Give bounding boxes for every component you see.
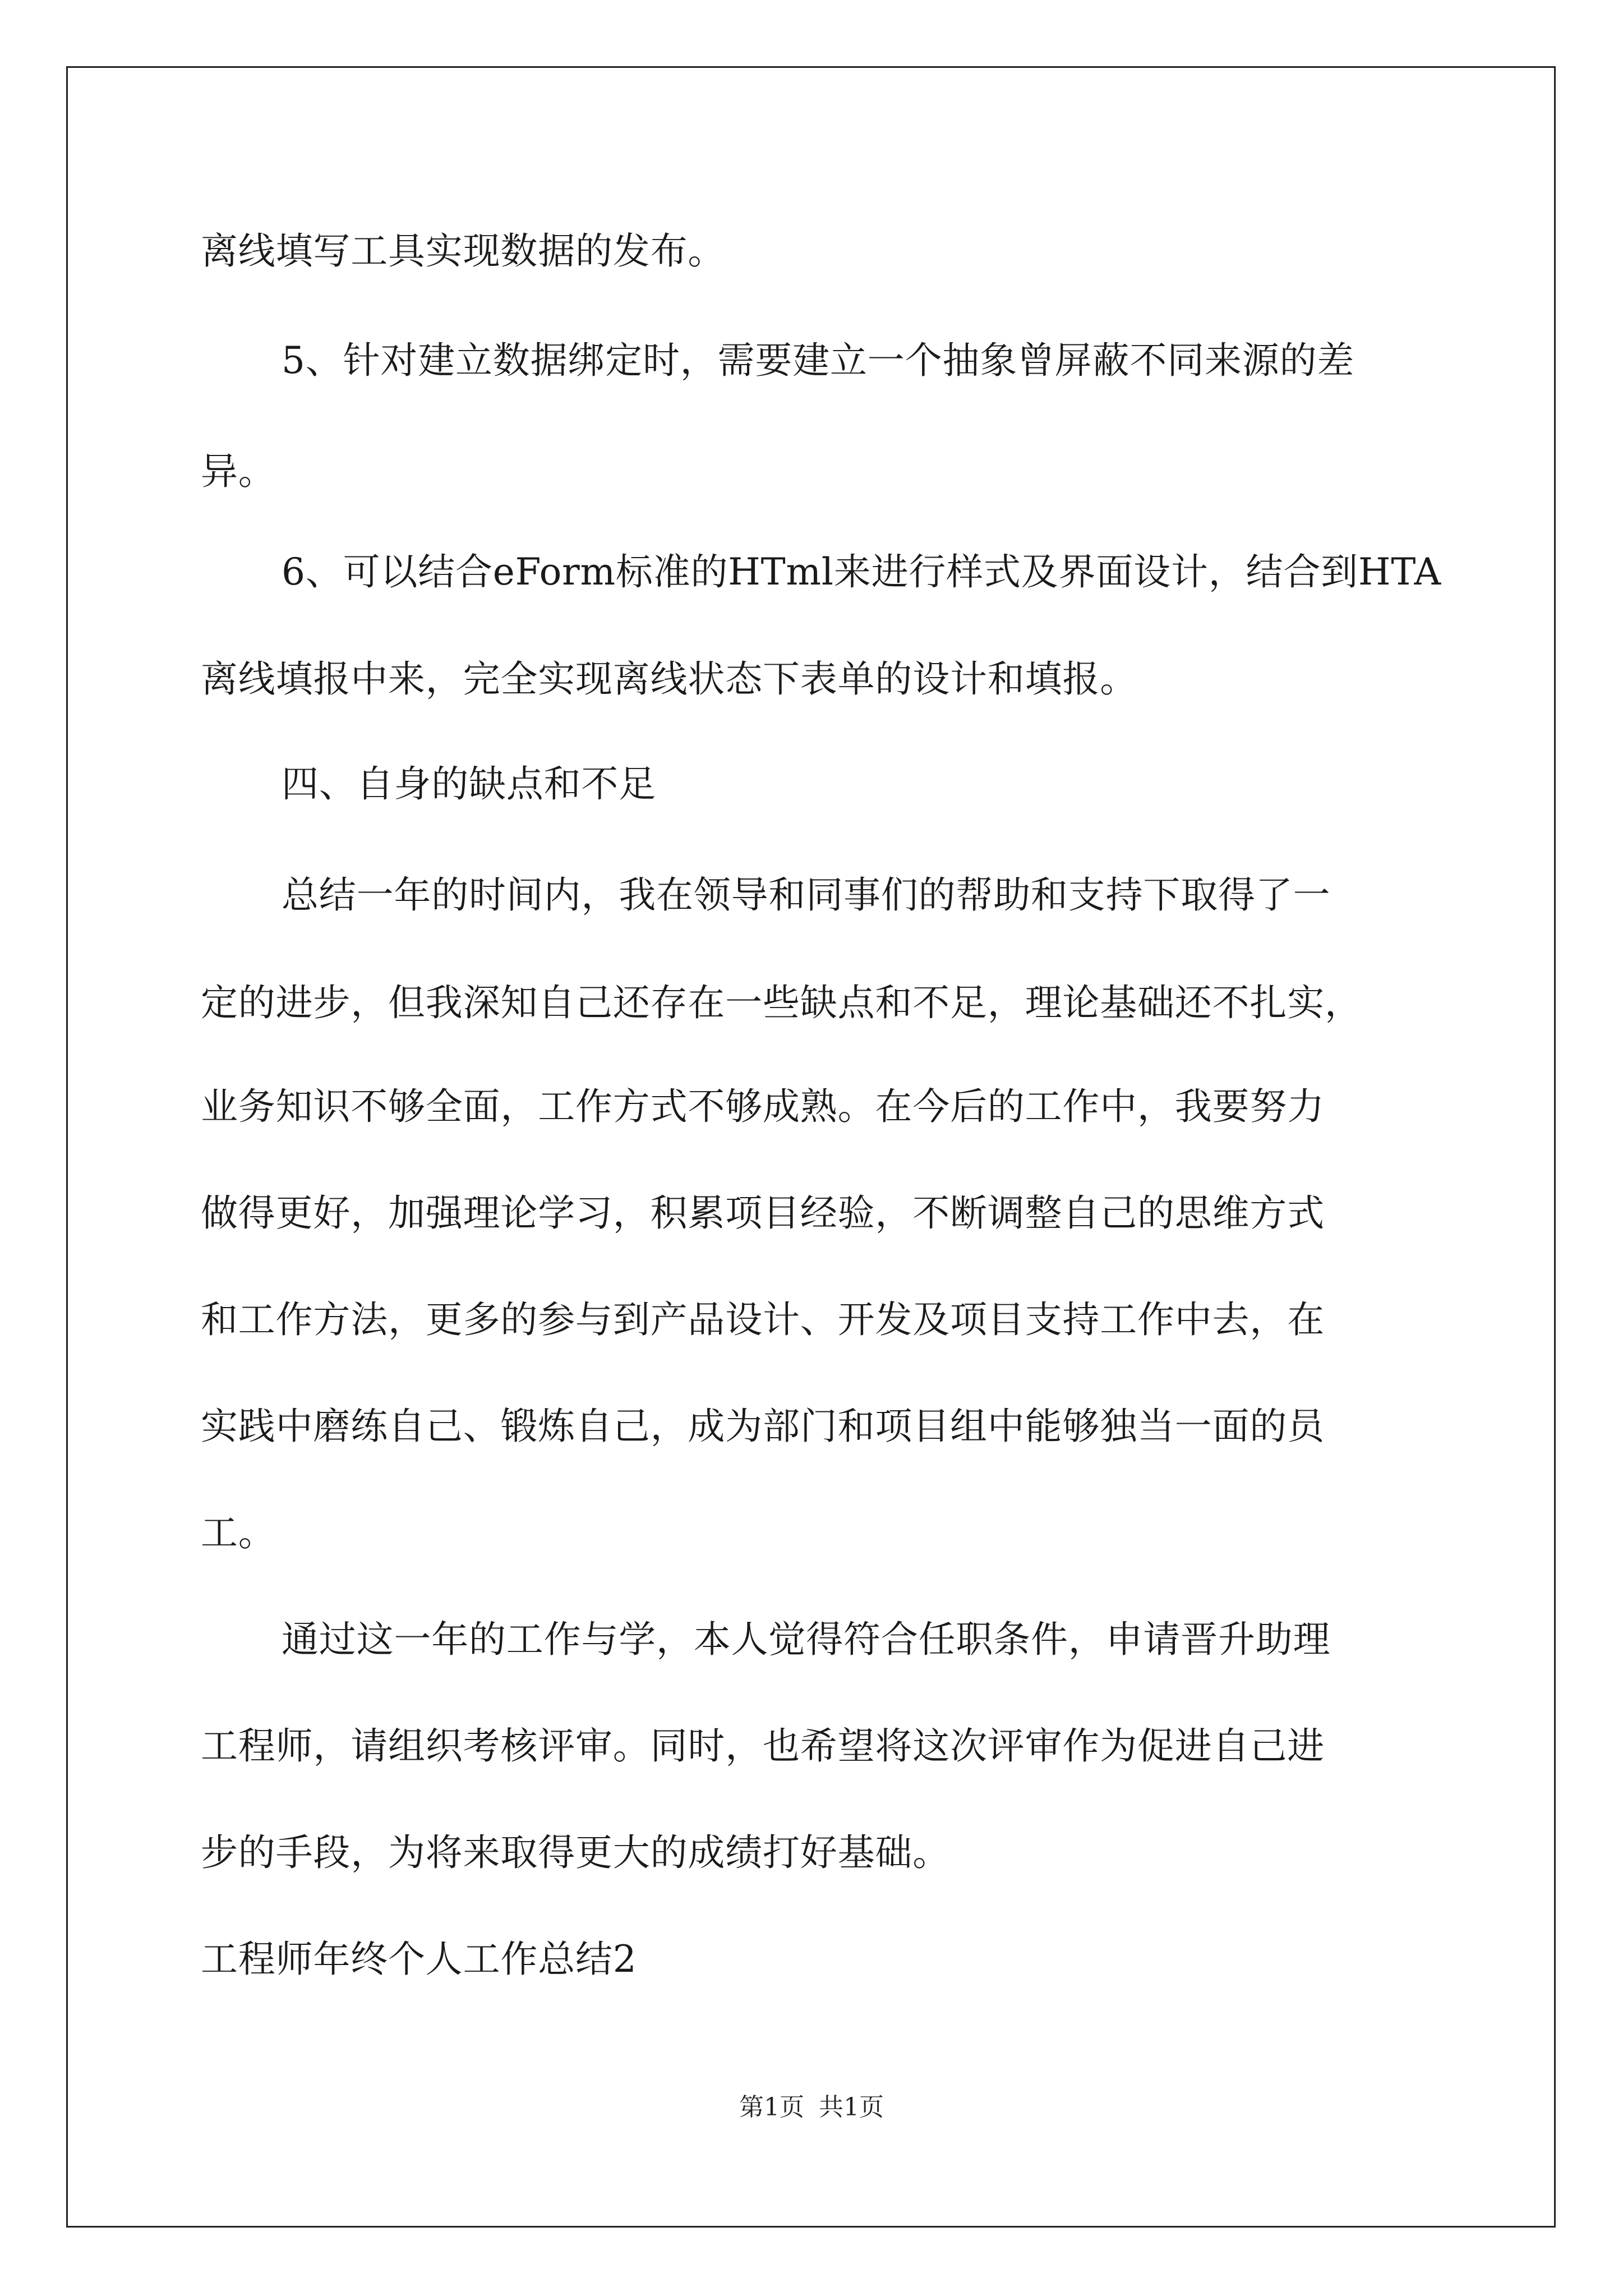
document-title: 工程师年终个人工作总结2 xyxy=(201,1938,637,1981)
text-line: 工。 xyxy=(201,1511,276,1554)
text-line: 定的进步，但我深知自己还存在一些缺点和不足，理论基础还不扎实， xyxy=(201,981,1362,1024)
text-line: 实践中磨练自己、锻炼自己，成为部门和项目组中能够独当一面的员 xyxy=(201,1405,1325,1448)
page-number: 第1页 xyxy=(739,2093,804,2122)
text-line: 步的手段，为将来取得更大的成绩打好基础。 xyxy=(201,1831,950,1874)
text-line: 通过这一年的工作与学，本人觉得符合任职条件，申请晋升助理 xyxy=(282,1618,1331,1661)
page-total: 共1页 xyxy=(819,2093,884,2122)
text-line: 6、可以结合eForm标准的HTml来进行样式及界面设计，结合到HTA xyxy=(282,550,1442,593)
text-line: 异。 xyxy=(201,450,276,493)
page-footer xyxy=(0,2095,1623,2120)
text-line: 5、针对建立数据绑定时，需要建立一个抽象曾屏蔽不同来源的差 xyxy=(282,339,1355,382)
text-line: 做得更好，加强理论学习，积累项目经验，不断调整自己的思维方式 xyxy=(201,1191,1325,1235)
section-heading: 四、自身的缺点和不足 xyxy=(282,762,656,806)
text-line: 离线填写工具实现数据的发布。 xyxy=(201,229,726,273)
text-line: 总结一年的时间内，我在领导和同事们的帮助和支持下取得了一 xyxy=(282,873,1331,917)
text-line: 和工作方法，更多的参与到产品设计、开发及项目支持工作中去，在 xyxy=(201,1298,1325,1341)
page-border xyxy=(66,66,1556,2228)
text-line: 工程师，请组织考核评审。同时，也希望将这次评审作为促进自己进 xyxy=(201,1724,1325,1768)
text-line: 业务知识不够全面，工作方式不够成熟。在今后的工作中，我要努力 xyxy=(201,1085,1325,1128)
text-line: 离线填报中来，完全实现离线状态下表单的设计和填报。 xyxy=(201,657,1137,701)
